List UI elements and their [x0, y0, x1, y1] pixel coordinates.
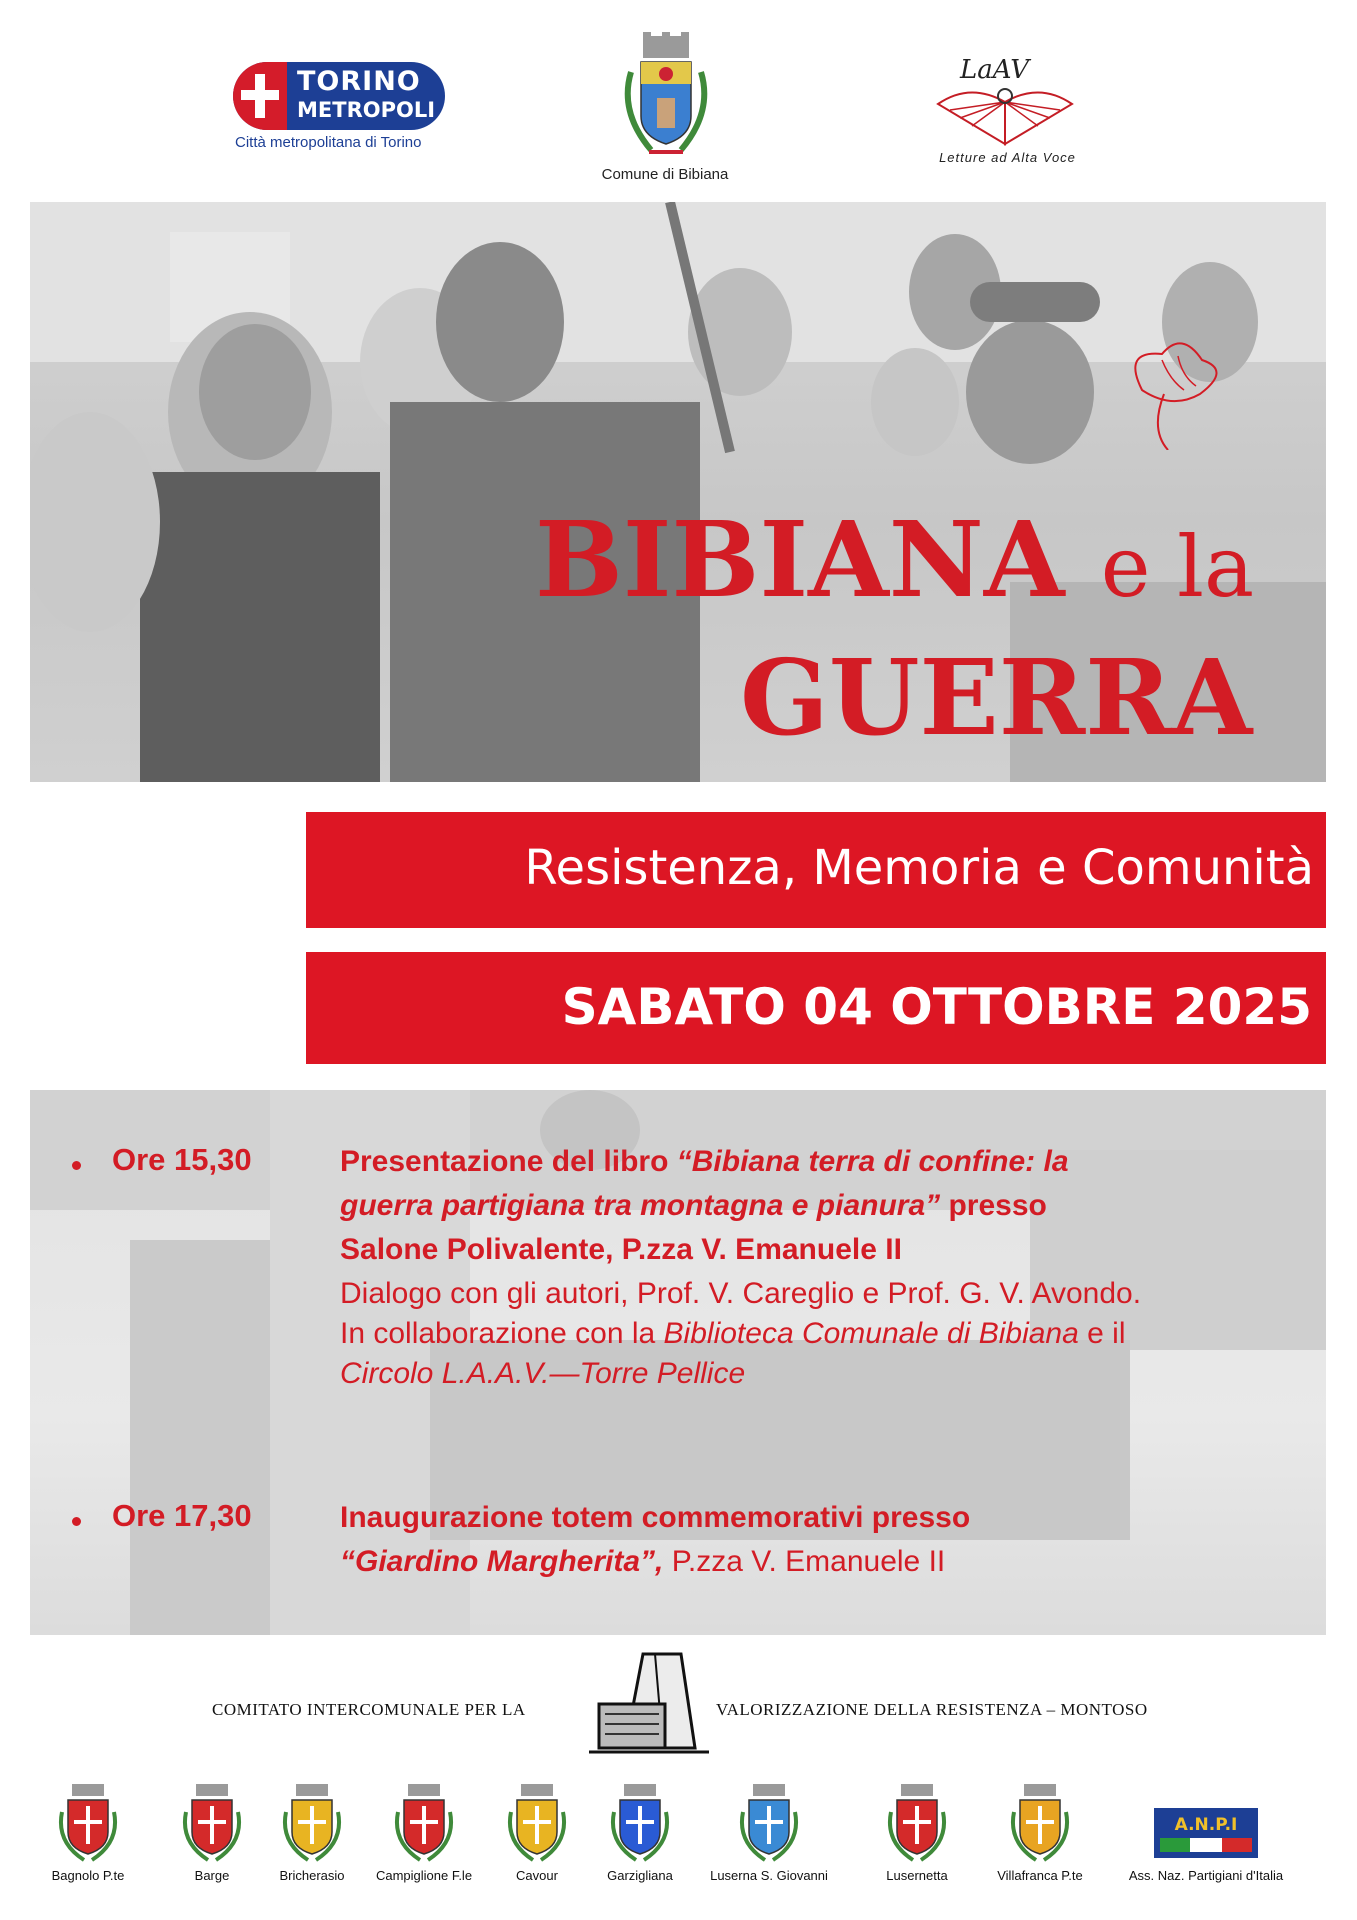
municipality-label: Bagnolo P.te: [51, 1868, 125, 1883]
subtitle-text: Resistenza, Memoria e Comunità: [524, 840, 1314, 896]
event1-dialog: Dialogo con gli autori, Prof. V. Careglio e Prof. G. V. Avondo.: [340, 1277, 1142, 1310]
bibiana-caption: Comune di Bibiana: [601, 166, 729, 183]
torino-metropoli-logo: [233, 62, 445, 160]
subtitle-banner: [306, 812, 1326, 928]
event1-collab-library: Biblioteca Comunale di Bibiana: [663, 1317, 1079, 1350]
torino-logo-subtitle: Città metropolitana di Torino: [235, 134, 422, 151]
event2-garden: “Giardino Margherita”,: [340, 1545, 672, 1578]
event2-place: P.zza V. Emanuele II: [671, 1545, 946, 1578]
event1-title-line2: [340, 1186, 1047, 1226]
committee-text-right: VALORIZZAZIONE DELLA RESISTENZA – MONTOSO: [716, 1700, 1148, 1719]
event1-collab-circle: Circolo L.A.A.V.—Torre Pellice: [340, 1357, 746, 1390]
svg-text:LaAV: LaAV: [960, 55, 1030, 85]
event2-bullet: [72, 1517, 81, 1526]
anpi-badge-icon: [1154, 1808, 1258, 1858]
bricherasio-crest-icon: [278, 1782, 346, 1867]
event1-collab-line: [340, 1314, 1126, 1354]
main-title-line2: GUERRA: [740, 636, 1253, 759]
event1-book-title-2: guerra partigiana tra montagna e pianura”: [340, 1189, 941, 1222]
municipality-label: Garzigliana: [607, 1868, 673, 1883]
municipality-label: Luserna S. Giovanni: [710, 1868, 828, 1883]
event2-time: Ore 17,30: [112, 1498, 252, 1533]
laav-caption: Letture ad Alta Voce: [939, 150, 1076, 165]
event1-title-line1: [340, 1142, 1069, 1182]
event1-bullet: [72, 1161, 81, 1170]
garzigliana-crest-icon: [606, 1782, 674, 1867]
municipality-label: Campiglione F.le: [375, 1868, 473, 1883]
torino-flag-icon: [233, 62, 287, 130]
event1-presso: presso: [940, 1189, 1047, 1222]
main-title-line1: [535, 498, 1254, 621]
campiglione-crest-icon: [390, 1782, 458, 1867]
event1-venue: Salone Polivalente, P.zza V. Emanuele II: [340, 1233, 902, 1266]
cavour-crest-icon: [503, 1782, 571, 1867]
event1-collab-prefix: In collaborazione con la: [340, 1317, 664, 1350]
luserna-crest-icon: [735, 1782, 803, 1867]
villafranca-crest-icon: [1006, 1782, 1074, 1867]
municipality-label: Barge: [194, 1868, 230, 1883]
barge-crest-icon: [178, 1782, 246, 1867]
bagnolo-crest-icon: [54, 1782, 122, 1867]
event1-book-title: “Bibiana terra di confine: la: [676, 1145, 1069, 1178]
event2-line1: Inaugurazione totem commemorativi presso: [340, 1501, 971, 1534]
title-word-bibiana: BIBIANA: [535, 498, 1065, 621]
municipality-label: Cavour: [516, 1868, 558, 1883]
municipality-label: Villafranca P.te: [997, 1868, 1083, 1883]
event1-collab-and: e il: [1078, 1317, 1126, 1350]
date-banner: [306, 952, 1326, 1064]
municipality-label: Ass. Naz. Partigiani d'Italia: [1128, 1868, 1284, 1883]
montoso-monument-icon: [585, 1648, 713, 1758]
title-connector: e la: [1100, 518, 1255, 616]
event2-line2: [340, 1542, 945, 1582]
torino-logo-line1: TORINO: [297, 66, 421, 97]
municipality-label: Lusernetta: [886, 1868, 948, 1883]
event1-time: Ore 15,30: [112, 1142, 252, 1177]
program-section: [30, 1090, 1326, 1635]
anpi-badge-text: A.N.P.I: [1174, 1815, 1238, 1835]
date-text: SABATO 04 OTTOBRE 2025: [561, 978, 1312, 1036]
lusernetta-crest-icon: [883, 1782, 951, 1867]
committee-text-left: COMITATO INTERCOMUNALE PER LA: [212, 1700, 526, 1719]
municipality-label: Bricherasio: [279, 1868, 345, 1883]
torino-logo-line2: METROPOLI: [297, 98, 436, 122]
poppy-flower-icon: [1092, 330, 1232, 450]
event1-prefix: Presentazione del libro: [340, 1145, 677, 1178]
torino-logo-badge: [233, 62, 445, 130]
